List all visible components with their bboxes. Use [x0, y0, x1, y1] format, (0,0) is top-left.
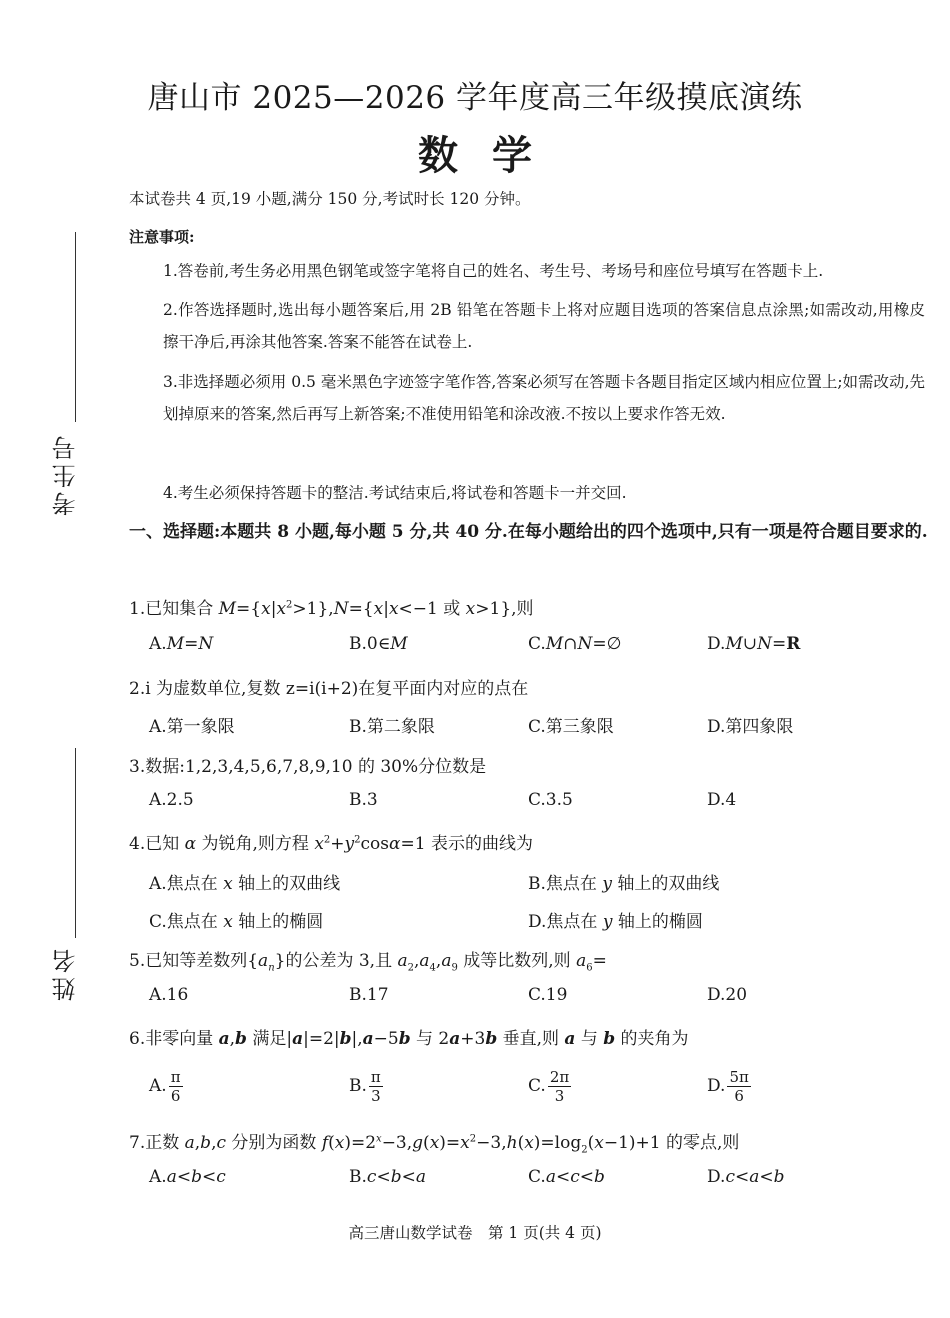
question-3-option-b: B.3 — [349, 790, 378, 810]
question-4-stem: 4.已知 α 为锐角,则方程 $x^2+y^2\cos\alpha=1$ 表示的曲线为 — [129, 834, 533, 854]
question-3-stem: 3.数据:1,2,3,4,5,6,7,8,9,10 的 30%分位数是 — [129, 757, 487, 777]
question-2-stem: 2.i 为虚数单位,复数 z=i(i+2)在复平面内对应的点在 — [129, 679, 529, 699]
question-6-stem: 6.非零向量 a,b 满足|a|=2|b|,a−5b 与 2a+3b 垂直,则 a 与 b 的夹角为 — [129, 1029, 689, 1049]
question-1-option-d: D.M∪N=R — [707, 634, 801, 654]
question-3-option-d: D.4 — [707, 790, 737, 810]
name-line — [75, 748, 76, 938]
question-4-option-c: C.焦点在 x 轴上的椭圆 — [149, 912, 324, 932]
name-label: 姓名 — [52, 945, 80, 1001]
exam-intro: 本试卷共 4 页,19 小题,满分 150 分,考试时长 120 分钟。 — [129, 190, 531, 208]
question-5-stem: 5.已知等差数列$\{a_n\}$的公差为 3,且 $a_2,a_4,a_9$ 成等比数列,则 $a_6=$ — [129, 951, 607, 974]
question-2-option-d: D.第四象限 — [707, 717, 794, 737]
question-2-option-b: B.第二象限 — [349, 717, 435, 737]
question-6-option-c: C. $\frac{2\pi}{3}$ — [528, 1068, 570, 1105]
exam-title: 唐山市 2025—2026 学年度高三年级摸底演练 — [147, 80, 803, 116]
question-3-option-a: A.2.5 — [149, 790, 194, 810]
page-footer: 高三唐山数学试卷 第 1 页(共 4 页) — [348, 1224, 602, 1242]
note-3 — [129, 366, 925, 430]
section-1-heading — [129, 514, 929, 550]
note-2 — [129, 294, 925, 358]
question-2-option-c: C.第三象限 — [528, 717, 614, 737]
notice-heading: 注意事项: — [129, 228, 195, 246]
question-1-stem: 1.已知集合 $M=\{x|x^2>1\},N=\{x|x<-1$ 或 x>1},则 — [129, 599, 534, 619]
question-5-option-d: D.20 — [707, 985, 748, 1005]
question-5-option-c: C.19 — [528, 985, 568, 1005]
question-4-option-d: D.焦点在 y 轴上的椭圆 — [528, 912, 703, 932]
question-2-option-a: A.第一象限 — [149, 717, 235, 737]
note-4-text: 4.考生必须保持答题卡的整洁.考试结束后,将试卷和答题卡一并交回. — [163, 484, 627, 502]
note-3-text: 3.非选择题必须用 0.5 毫米黑色字迹签字笔作答,答案必须写在答题卡各题目指定区域内相应位置上;如需改动,先划掉原来的答案,然后再写上新答案;不准使用铅笔和涂改液.不按以上要求作答无效. — [163, 373, 925, 423]
subject-title: 数学 — [418, 132, 566, 179]
question-6-option-d: D. $\frac{5\pi}{6}$ — [707, 1068, 749, 1105]
exam-number-label: 考生号 — [52, 432, 80, 516]
question-3-option-c: C.3.5 — [528, 790, 573, 810]
question-5-option-a: A.16 — [149, 985, 189, 1005]
question-5-option-b: B.17 — [349, 985, 389, 1005]
question-4-option-b: B.焦点在 y 轴上的双曲线 — [528, 874, 720, 894]
note-1 — [129, 255, 925, 287]
exam-number-line — [75, 232, 76, 422]
note-2-text: 2.作答选择题时,选出每小题答案后,用 2B 铅笔在答题卡上将对应题目选项的答案信息点涂黑;如需改动,用橡皮擦干净后,再涂其他答案.答案不能答在试卷上. — [163, 301, 925, 351]
question-7-stem: 7.正数 a,b,c 分别为函数 $f(x)=2^x-3,g(x)=x^2-3,h(x)=\log_2(x-1)+1$ 的零点,则 — [129, 1133, 740, 1156]
question-4-option-a: A.焦点在 x 轴上的双曲线 — [149, 874, 341, 894]
section-1-text: 一、选择题:本题共 8 小题,每小题 5 分,共 40 分.在每小题给出的四个选项中,只有一项是符合题目要求的. — [129, 522, 928, 542]
note-4 — [129, 477, 925, 509]
question-1-option-c: C.M∩N=∅ — [528, 634, 622, 654]
question-1-option-a: A.M=N — [149, 634, 214, 654]
question-7-option-a: A.a<b<c — [149, 1167, 226, 1187]
question-6-option-b: B. $\frac{\pi}{3}$ — [349, 1068, 381, 1105]
question-7-option-d: D.c<a<b — [707, 1167, 785, 1187]
note-1-text: 1.答卷前,考生务必用黑色钢笔或签字笔将自己的姓名、考生号、考场号和座位号填写在答题卡上. — [163, 262, 824, 280]
question-7-option-c: C.a<c<b — [528, 1167, 605, 1187]
question-1-option-b: B.0∈M — [349, 634, 408, 654]
question-6-option-a: A. $\frac{\pi}{6}$ — [149, 1068, 181, 1105]
question-7-option-b: B.c<b<a — [349, 1167, 426, 1187]
